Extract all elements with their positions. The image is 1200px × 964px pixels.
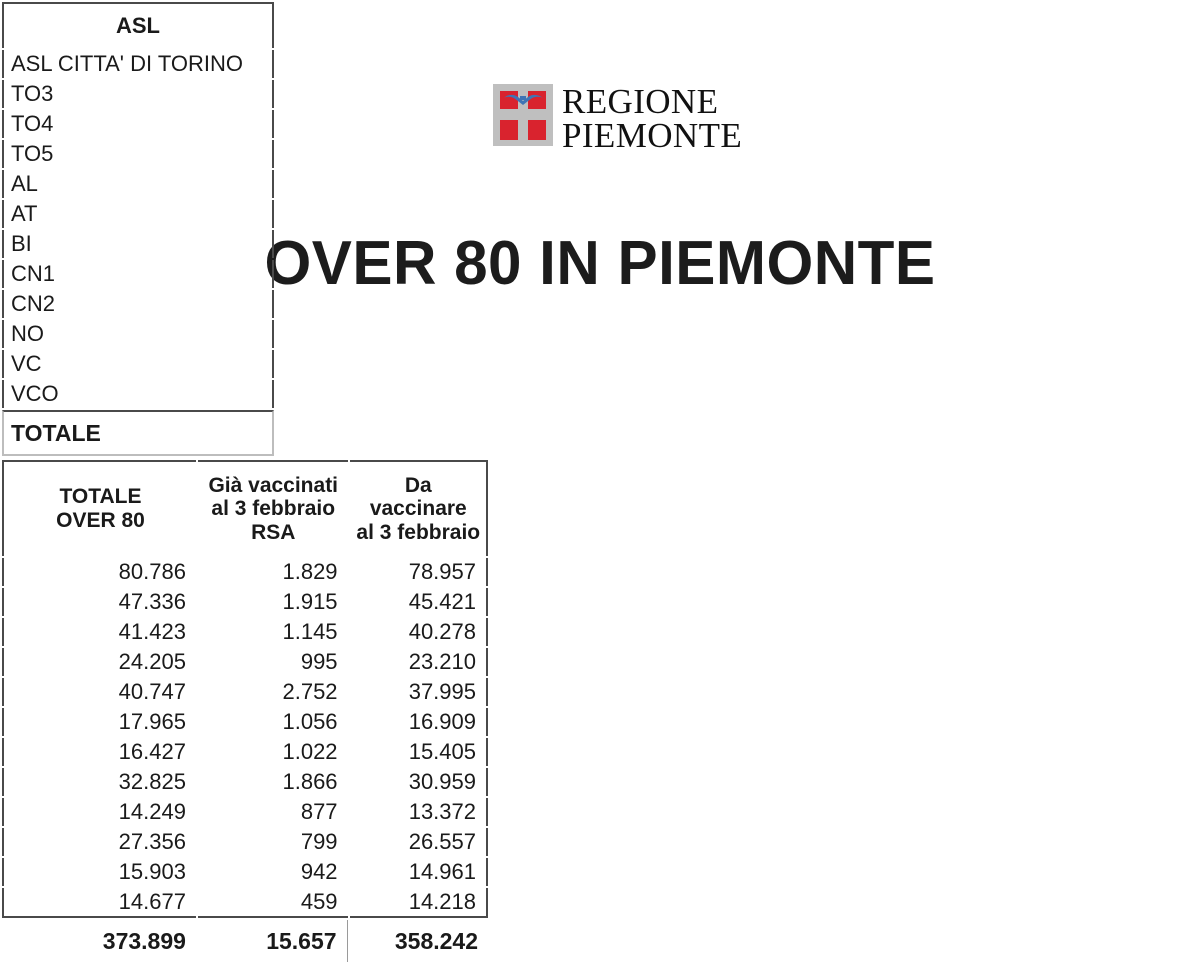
cell-da-vaccinare: 26.557 xyxy=(350,828,488,856)
cell-da-vaccinare: 30.959 xyxy=(350,768,488,796)
table-row xyxy=(2,828,488,856)
column-header-da-vaccinare xyxy=(350,460,488,556)
column-header-line-2: vaccinare xyxy=(369,497,467,521)
asl-name-cell: CN1 xyxy=(2,260,274,288)
asl-total-row xyxy=(2,410,274,456)
asl-name-cell: CN2 xyxy=(2,290,274,318)
cell-gia-vaccinati-rsa: 1.829 xyxy=(282,559,338,584)
cell-gia-vaccinati-rsa: 1.915 xyxy=(282,589,338,614)
cell-gia-vaccinati-rsa: 995 xyxy=(300,649,338,674)
column-header-line-1: TOTALE xyxy=(59,485,142,509)
table-row xyxy=(2,110,274,138)
cell-da-vaccinare: 40.278 xyxy=(350,618,488,646)
cell-totale-over-80: 27.356 xyxy=(2,828,196,856)
column-header-line-3: al 3 febbraio xyxy=(356,520,481,544)
total-da-vaccinare: 358.242 xyxy=(394,927,478,954)
table-row xyxy=(2,648,488,676)
cell-totale-over-80: 14.249 xyxy=(2,798,196,826)
page-title: OVER 80 IN PIEMONTE xyxy=(264,229,936,298)
table-row xyxy=(2,350,274,378)
column-header-totale-over-80 xyxy=(2,460,196,556)
asl-name-cell: TO4 xyxy=(2,110,274,138)
figures-table xyxy=(0,458,490,964)
column-header-line-2: OVER 80 xyxy=(56,509,145,532)
total-gia-vaccinati-rsa: 15.657 xyxy=(198,920,348,962)
cell-da-vaccinare: 37.995 xyxy=(350,678,488,706)
cell-totale-over-80: 80.786 xyxy=(2,558,196,586)
column-header-line-1: Da xyxy=(404,473,432,497)
logo-wordmark-line-2: PIEMONTE xyxy=(562,115,743,155)
column-header-line-2: al 3 febbraio xyxy=(211,497,336,521)
column-header-line-1: Già vaccinati xyxy=(208,473,339,497)
cell-gia-vaccinati-rsa: 1.022 xyxy=(282,739,338,764)
cell-gia-vaccinati-rsa: 1.056 xyxy=(282,709,338,734)
table-row xyxy=(2,888,488,918)
table-row xyxy=(2,80,274,108)
cell-gia-vaccinati-rsa: 1.866 xyxy=(282,769,338,794)
cell-totale-over-80: 17.965 xyxy=(2,708,196,736)
cell-da-vaccinare: 45.421 xyxy=(350,588,488,616)
asl-name-cell: BI xyxy=(2,230,274,258)
cell-totale-over-80: 15.903 xyxy=(2,858,196,886)
figures-table-body xyxy=(2,460,488,962)
cell-totale-over-80: 40.747 xyxy=(2,678,196,706)
asl-name-cell: ASL CITTA' DI TORINO xyxy=(2,50,274,78)
total-totale-over-80: 373.899 xyxy=(102,927,186,954)
table-row xyxy=(2,858,488,886)
cell-da-vaccinare: 15.405 xyxy=(350,738,488,766)
asl-name-cell: VC xyxy=(2,350,274,378)
cell-totale-over-80: 47.336 xyxy=(2,588,196,616)
cell-totale-over-80: 14.677 xyxy=(2,888,196,918)
cell-gia-vaccinati-rsa: 2.752 xyxy=(282,679,338,704)
cell-totale-over-80: 32.825 xyxy=(2,768,196,796)
cell-da-vaccinare: 16.909 xyxy=(350,708,488,736)
table-row xyxy=(2,558,488,586)
cell-gia-vaccinati-rsa: 942 xyxy=(300,859,338,884)
figures-total-row xyxy=(2,920,488,962)
cell-gia-vaccinati-rsa: 799 xyxy=(300,829,338,854)
cell-da-vaccinare: 13.372 xyxy=(350,798,488,826)
asl-name-table xyxy=(0,0,276,458)
asl-header-row xyxy=(2,2,274,48)
cell-gia-vaccinati-rsa: 1.145 xyxy=(282,619,338,644)
table-row xyxy=(2,798,488,826)
table-row xyxy=(2,618,488,646)
cell-totale-over-80: 24.205 xyxy=(2,648,196,676)
figures-header-row xyxy=(2,460,488,556)
table-row xyxy=(2,170,274,198)
asl-total-label: TOTALE xyxy=(2,410,274,456)
table-row xyxy=(2,200,274,228)
table-row xyxy=(2,290,274,318)
cell-gia-vaccinati-rsa: 877 xyxy=(300,799,338,824)
asl-name-cell: TO5 xyxy=(2,140,274,168)
table-row xyxy=(2,140,274,168)
table-row xyxy=(2,230,274,258)
logo-wordmark-line-1: REGIONE xyxy=(562,82,719,121)
asl-name-cell: AT xyxy=(2,200,274,228)
cell-totale-over-80: 16.427 xyxy=(2,738,196,766)
table-row xyxy=(2,768,488,796)
asl-name-cell: VCO xyxy=(2,380,274,408)
column-header-line-3: RSA xyxy=(251,520,296,544)
table-row xyxy=(2,588,488,616)
table-row xyxy=(2,260,274,288)
asl-name-cell: TO3 xyxy=(2,80,274,108)
table-row xyxy=(2,708,488,736)
column-header-gia-vaccinati-rsa xyxy=(198,460,348,556)
cell-totale-over-80: 41.423 xyxy=(2,618,196,646)
table-row xyxy=(2,738,488,766)
cell-gia-vaccinati-rsa: 459 xyxy=(198,888,348,918)
cell-da-vaccinare: 14.961 xyxy=(350,858,488,886)
asl-name-cell: NO xyxy=(2,320,274,348)
table-row xyxy=(2,50,274,78)
cell-da-vaccinare: 23.210 xyxy=(350,648,488,676)
asl-column-header: ASL xyxy=(2,2,274,48)
cell-da-vaccinare: 14.218 xyxy=(350,888,488,918)
table-row xyxy=(2,678,488,706)
table-row xyxy=(2,380,274,408)
asl-name-cell: AL xyxy=(2,170,274,198)
cell-da-vaccinare: 78.957 xyxy=(350,558,488,586)
asl-table-body xyxy=(2,2,274,456)
table-row xyxy=(2,320,274,348)
